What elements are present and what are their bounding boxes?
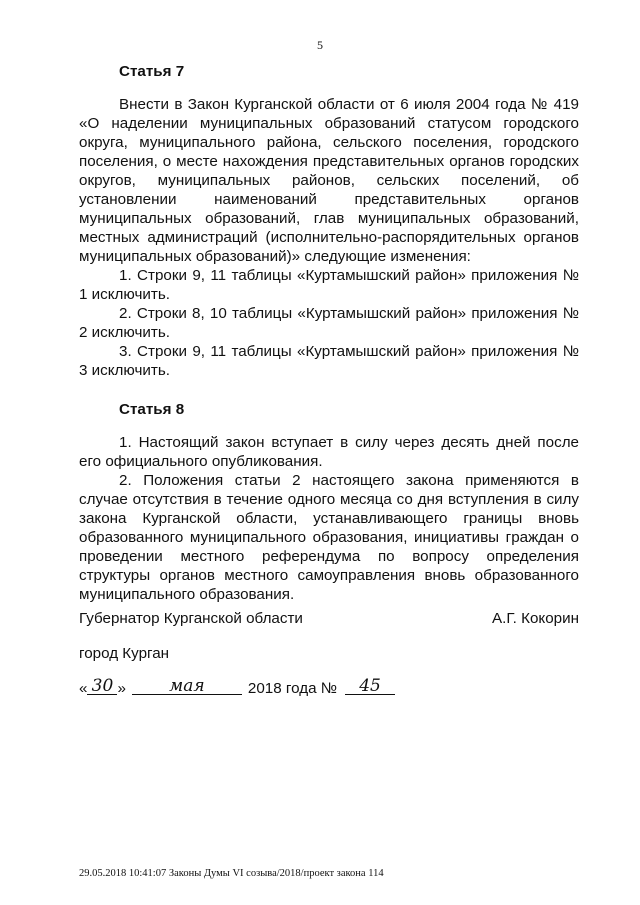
law-number-handwritten: 45 (345, 678, 395, 695)
date-open-quote: « (79, 680, 88, 697)
signature-row (79, 610, 579, 627)
signatory-name: А.Г. Кокорин (491, 610, 579, 627)
article-8-item-1: 1. Настоящий закон вступает в силу через десять дней после его официального опубликования. (79, 434, 579, 470)
article-7-item-3: 3. Строки 9, 11 таблицы «Куртамышский район» приложения № 3 исключить. (79, 343, 579, 379)
signatory-title: Губернатор Курганской области (79, 610, 303, 627)
article-8-heading: Статья 8 (119, 401, 185, 418)
date-month-handwritten: мая (132, 678, 242, 695)
article-8-item-2: 2. Положения статьи 2 настоящего закона применяются в случае отсутствия в течение одного месяца со дня вступления в силу закона Курганской области, устанавливающего границы вновь образованного муниципального образования, инициативы граждан о проведении местного референдума по вопросу определения структуры органов местного самоуправления вновь образованного муниципального образования. (79, 472, 579, 603)
page-number: 5 (317, 38, 323, 52)
document-body (79, 62, 579, 604)
article-7-heading: Статья 7 (119, 63, 185, 80)
date-close-quote: » (117, 680, 126, 697)
date-line (79, 676, 395, 697)
city-line: город Курган (79, 645, 170, 662)
article-7-intro: Внести в Закон Курганской области от 6 июля 2004 года № 419 «О наделении муниципальных образований статусом городского округа, муниципального района, сельского поселения, городского поселения, о месте нахождения представительных органов городских округов, муниципальных районов, сельских поселений, об установлении наименований представительных органов муниципальных образований, глав муниципальных образований, местных администраций (исполнительно-распорядительных органов муниципальных образований)» следующие изменения: (79, 96, 579, 265)
date-day-handwritten: 30 (87, 678, 117, 695)
article-7-item-1: 1. Строки 9, 11 таблицы «Куртамышский район» приложения № 1 исключить. (79, 267, 579, 303)
article-7-item-2: 2. Строки 8, 10 таблицы «Куртамышский район» приложения № 2 исключить. (79, 305, 579, 341)
date-year-text: 2018 года № (247, 680, 338, 697)
footer-meta: 29.05.2018 10:41:07 Законы Думы VI созыва/2018/проект закона 114 (79, 868, 384, 879)
